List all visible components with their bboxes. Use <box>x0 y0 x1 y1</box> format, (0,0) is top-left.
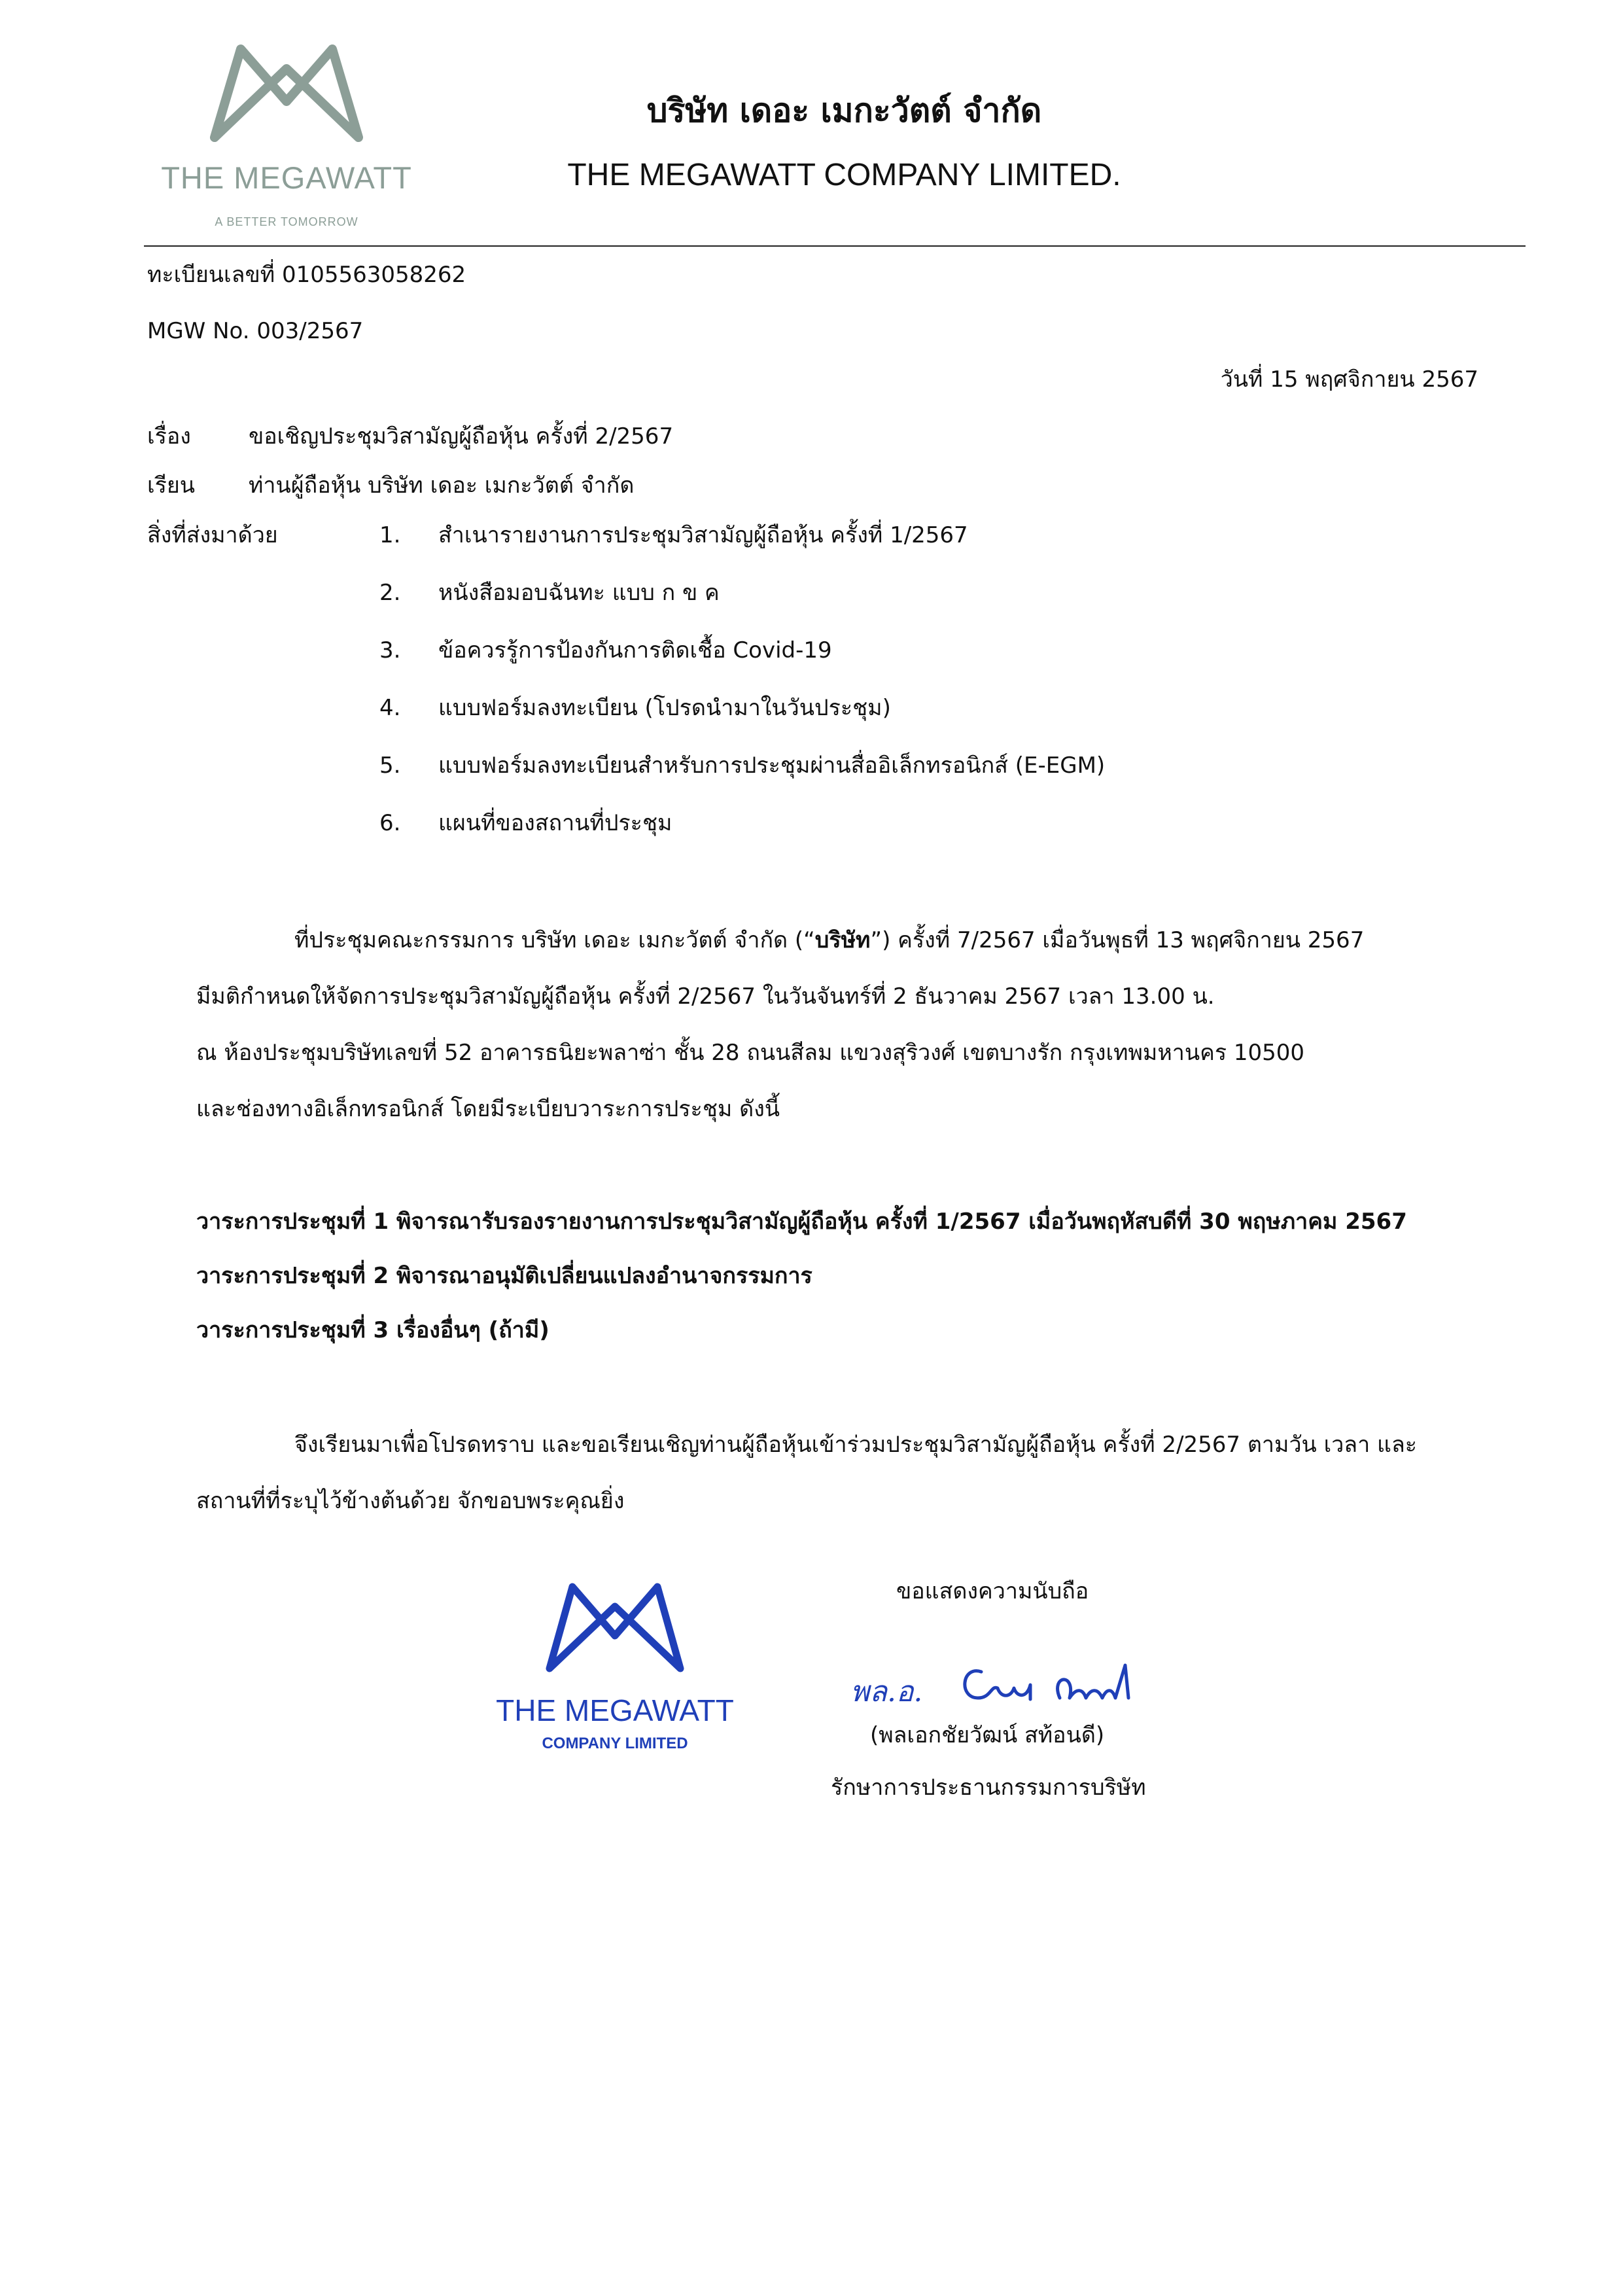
enclosure-item: สำเนารายงานการประชุมวิสามัญผู้ถือหุ้น ครั้งที่ 1/2567 <box>438 522 968 548</box>
body-company-shortname: บริษัท <box>814 927 871 953</box>
company-name-thai: บริษัท เดอะ เมกะวัตต์ จำกัด <box>646 92 1042 130</box>
body-line-3: ณ ห้องประชุมบริษัทเลขที่ 52 อาคารธนิยะพลาซ่า ชั้น 28 ถนนสีลม แขวงสุริวงศ์ เขตบางรัก กรุงเทพมหานคร 10500 <box>196 1040 1305 1066</box>
seal-subtext: COMPANY LIMITED <box>542 1735 688 1752</box>
handwritten-signature <box>850 1652 1145 1718</box>
enclosure-item: หนังสือมอบฉันทะ แบบ ก ข ค <box>438 580 720 606</box>
enclosure-item: แบบฟอร์มลงทะเบียนสำหรับการประชุมผ่านสื่ออิเล็กทรอนิกส์ (E-EGM) <box>438 752 1106 779</box>
signatory-title: รักษาการประธานกรรมการบริษัท <box>831 1775 1146 1801</box>
recipient-label: เรียน <box>147 472 196 499</box>
signature-rank: พล.อ. <box>850 1675 923 1708</box>
enclosure-number: 2. <box>379 580 401 606</box>
logo-tagline: A BETTER TOMORROW <box>215 215 358 228</box>
body-line-1-suffix: ”) ครั้งที่ 7/2567 เมื่อวันพุธที่ 13 พฤศจิกายน 2567 <box>870 927 1365 953</box>
body-line-1-prefix: ที่ประชุมคณะกรรมการ บริษัท เดอะ เมกะวัตต์ จำกัด (“ <box>294 927 815 953</box>
company-name-english: THE MEGAWATT COMPANY LIMITED. <box>567 158 1121 192</box>
subject-text: ขอเชิญประชุมวิสามัญผู้ถือหุ้น ครั้งที่ 2/2567 <box>249 423 674 450</box>
enclosure-number: 4. <box>379 695 401 721</box>
company-seal <box>484 1570 746 1760</box>
salutation: ขอแสดงความนับถือ <box>896 1578 1089 1604</box>
enclosure-item: ข้อควรรู้การป้องกันการติดเชื้อ Covid-19 <box>438 637 832 663</box>
logo-wordmark: THE MEGAWATT <box>161 160 412 195</box>
seal-wordmark: THE MEGAWATT <box>496 1693 734 1727</box>
enclosure-item: แบบฟอร์มลงทะเบียน (โปรดนำมาในวันประชุม) <box>438 695 891 721</box>
agenda-item-1: วาระการประชุมที่ 1 พิจารณารับรองรายงานการประชุมวิสามัญผู้ถือหุ้น ครั้งที่ 1/2567 เมื่อวันพฤหัสบดีที่ 30 พฤษภาคม 2567 <box>196 1209 1407 1235</box>
subject-label: เรื่อง <box>147 423 191 450</box>
enclosures-label: สิ่งที่ส่งมาด้วย <box>147 522 278 548</box>
agenda-item-2: วาระการประชุมที่ 2 พิจารณาอนุมัติเปลี่ยนแปลงอำนาจกรรมการ <box>196 1263 812 1289</box>
registration-number: ทะเบียนเลขที่ 0105563058262 <box>147 262 466 288</box>
closing-line-2: สถานที่ที่ระบุไว้ข้างต้นด้วย จักขอบพระคุณยิ่ง <box>196 1488 625 1514</box>
enclosure-number: 6. <box>379 810 401 836</box>
header-divider <box>144 245 1526 247</box>
signatory-name: (พลเอกชัยวัฒน์ สท้อนดี) <box>870 1722 1105 1748</box>
enclosure-number: 3. <box>379 637 401 663</box>
recipient-text: ท่านผู้ถือหุ้น บริษัท เดอะ เมกะวัตต์ จำกัด <box>249 472 635 499</box>
letter-date: วันที่ 15 พฤศจิกายน 2567 <box>1220 366 1478 393</box>
body-line-2: มีมติกำหนดให้จัดการประชุมวิสามัญผู้ถือหุ้น ครั้งที่ 2/2567 ในวันจันทร์ที่ 2 ธันวาคม 2567 เวลา 13.00 น. <box>196 983 1215 1010</box>
body-line-4: และช่องทางอิเล็กทรอนิกส์ โดยมีระเบียบวาระการประชุม ดังนี้ <box>196 1096 780 1122</box>
agenda-item-3: วาระการประชุมที่ 3 เรื่องอื่นๆ (ถ้ามี) <box>196 1317 550 1343</box>
closing-line-1: จึงเรียนมาเพื่อโปรดทราบ และขอเรียนเชิญท่านผู้ถือหุ้นเข้าร่วมประชุมวิสามัญผู้ถือหุ้น ครั้งที่ 2/2567 ตามวัน เวลา และ <box>294 1432 1418 1458</box>
enclosure-number: 1. <box>379 522 401 548</box>
enclosure-number: 5. <box>379 752 401 779</box>
company-logo <box>149 39 424 236</box>
enclosure-item: แผนที่ของสถานที่ประชุม <box>438 810 672 836</box>
document-number: MGW No. 003/2567 <box>147 318 364 344</box>
body-line-1 <box>294 912 1485 968</box>
